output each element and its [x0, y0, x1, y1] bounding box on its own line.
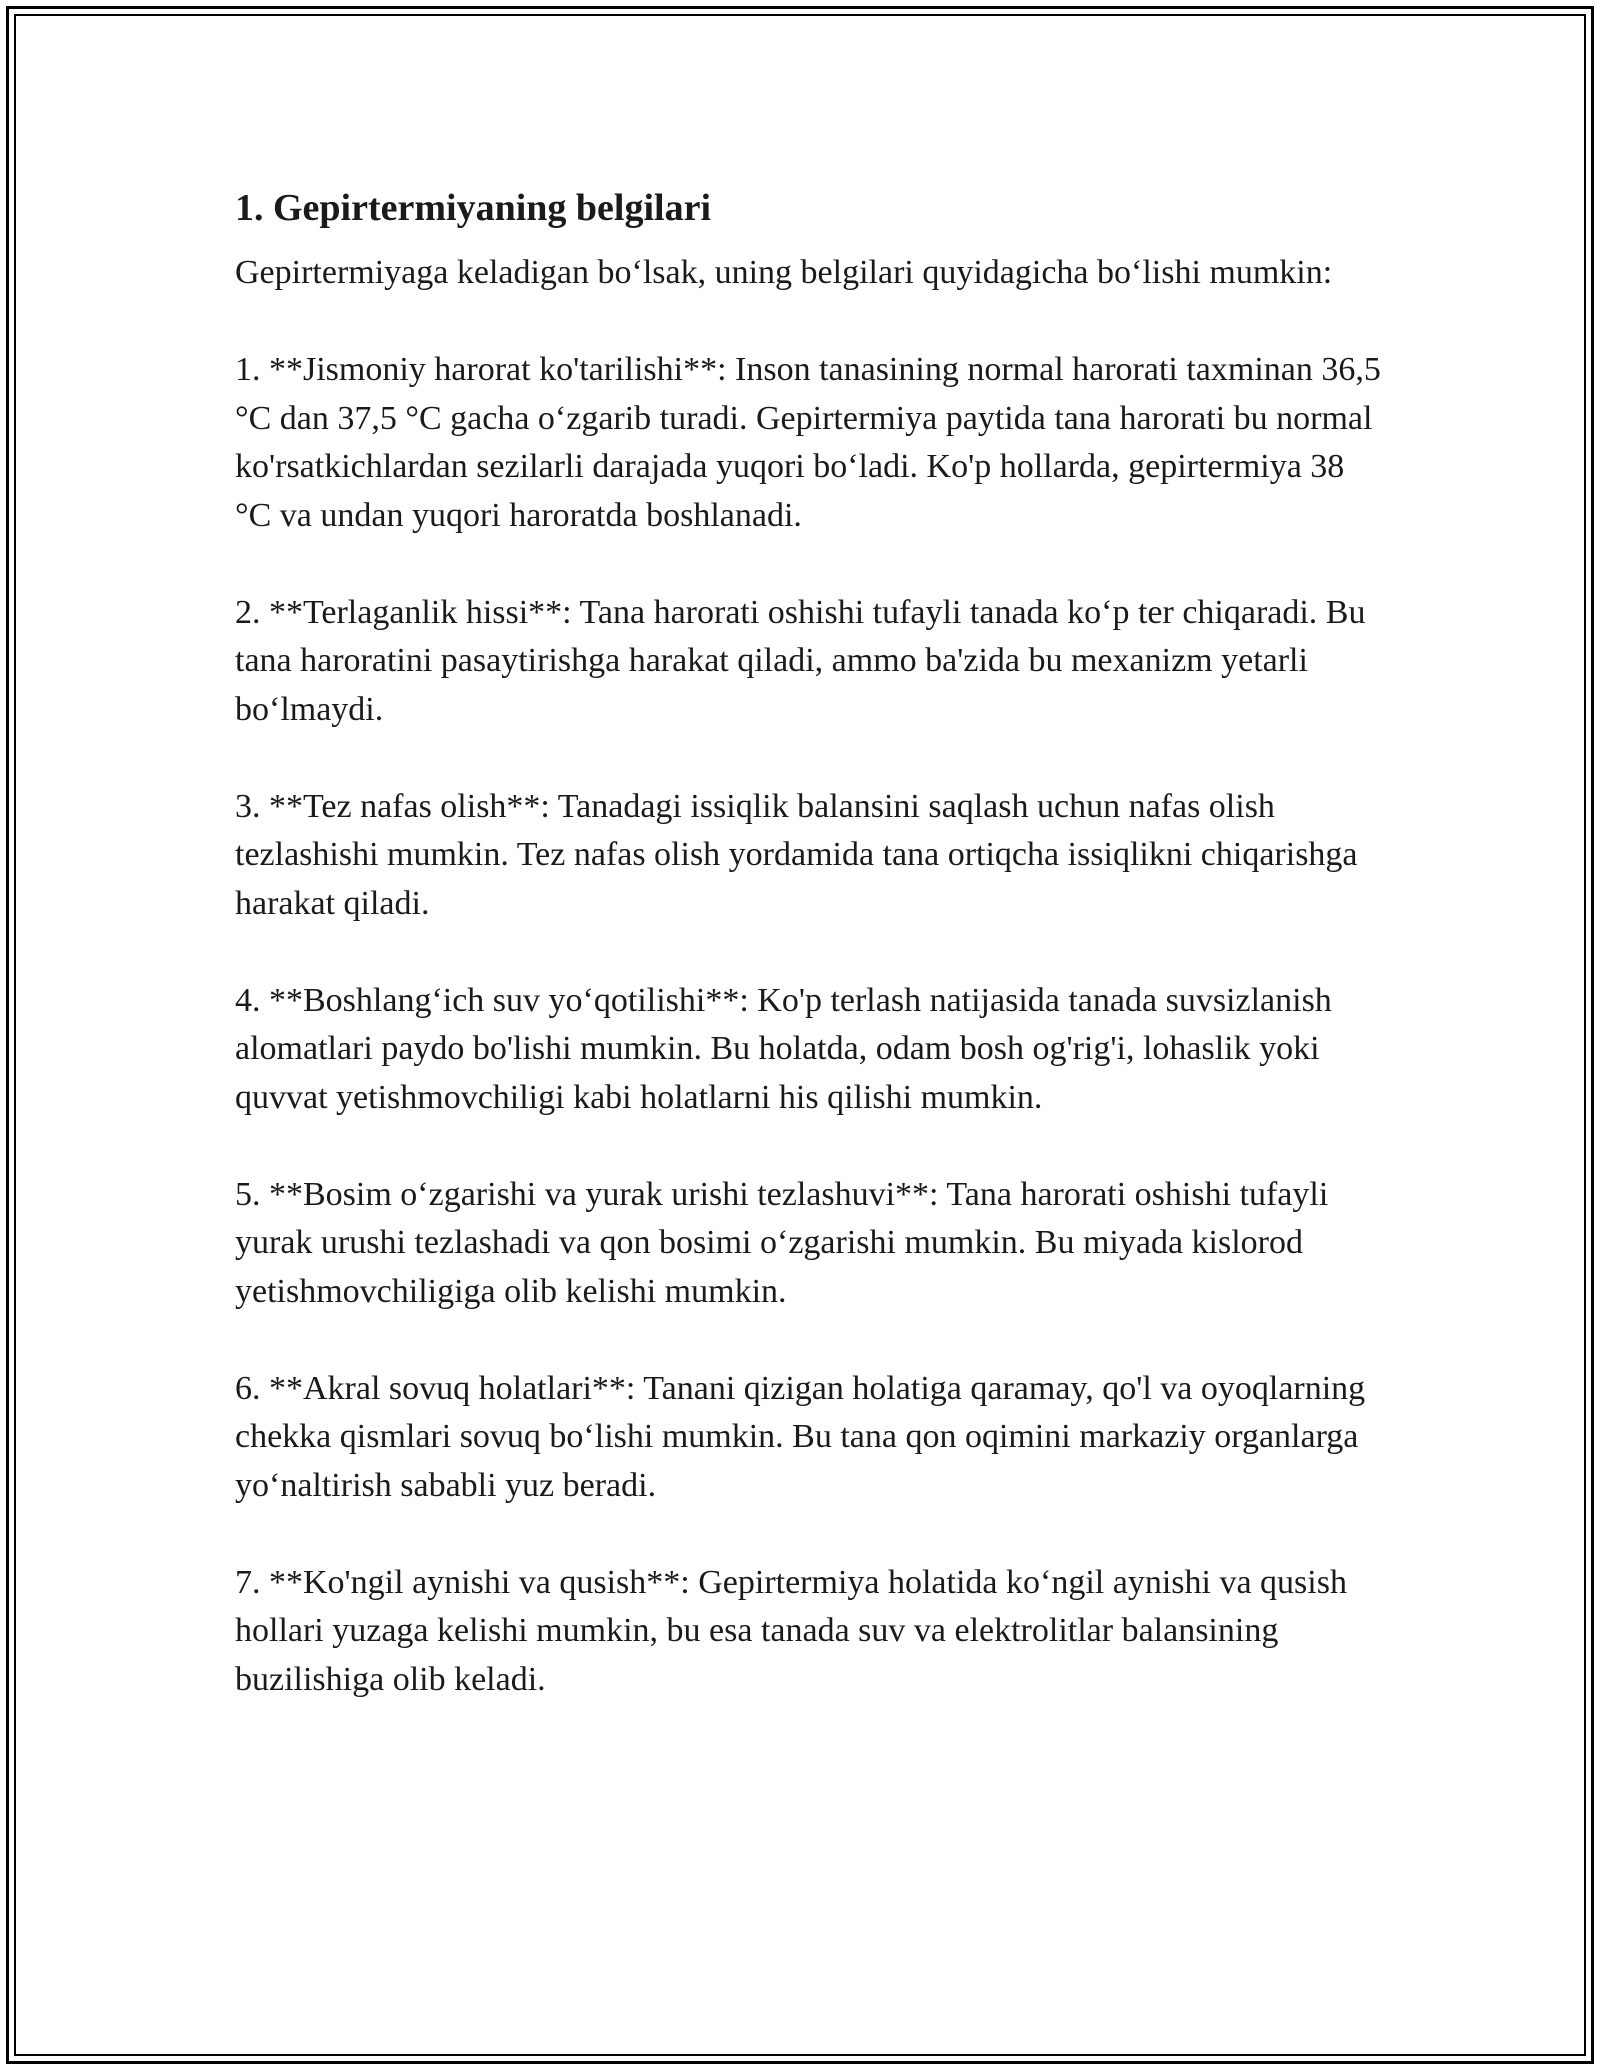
intro-paragraph: Gepirtermiyaga keladigan bo‘lsak, uning belgilari quyidagicha bo‘lishi mumkin: [235, 254, 1333, 291]
page-title: 1. Gepirtermiyaning belgilari [235, 187, 712, 229]
list-item: 1. **Jismoniy harorat ko'tarilishi**: Inson tanasining normal harorati taxminan 36,5 °C dan 37,5 °C gacha o‘zgarib turadi. Gepirtermiya paytida tana harorati bu normal ko'rsatkichlardan sezilarli darajada yuqori bo‘ladi. Ko'p hollarda, gepirtermiya 38 °C va undan yuqori haroratda boshlanadi. [235, 351, 1381, 534]
list-item: 3. **Tez nafas olish**: Tanadagi issiqlik balansini saqlash uchun nafas olish tezlashishi mumkin. Tez nafas olish yordamida tana ortiqcha issiqlikni chiqarishga harakat qiladi. [235, 787, 1358, 922]
list-item: 6. **Akral sovuq holatlari**: Tanani qizigan holatiga qaramay, qo'l va oyoqlarning chekka qismlari sovuq bo‘lishi mumkin. Bu tana qon oqimini markaziy organlarga yo‘naltirish sababli yuz beradi. [235, 1369, 1366, 1504]
list-item: 2. **Terlaganlik hissi**: Tana harorati oshishi tufayli tanada ko‘p ter chiqaradi. Bu tana haroratini pasaytirishga harakat qiladi, ammo ba'zida bu mexanizm yetarli bo‘lmaydi. [235, 593, 1366, 728]
list-item: 5. **Bosim o‘zgarishi va yurak urishi tezlashuvi**: Tana harorati oshishi tufayli yurak urushi tezlashadi va qon bosimi o‘zgarishi mumkin. Bu miyada kislorod yetishmovchiligiga olib kelishi mumkin. [235, 1175, 1329, 1310]
list-item: 4. **Boshlang‘ich suv yo‘qotilishi**: Ko'p terlash natijasida tanada suvsizlanish alomatlari paydo bo'lishi mumkin. Bu holatda, odam bosh og'rig'i, lohaslik yoki quvvat yetishmovchiligi kabi holatlarni his qilishi mumkin. [235, 981, 1332, 1116]
document-body [235, 185, 1385, 1753]
list-item: 7. **Ko'ngil aynishi va qusish**: Gepirtermiya holatida ko‘ngil aynishi va qusish hollari yuzaga kelishi mumkin, bu esa tanada suv va elektrolitlar balansining buzilishiga olib keladi. [235, 1563, 1347, 1698]
